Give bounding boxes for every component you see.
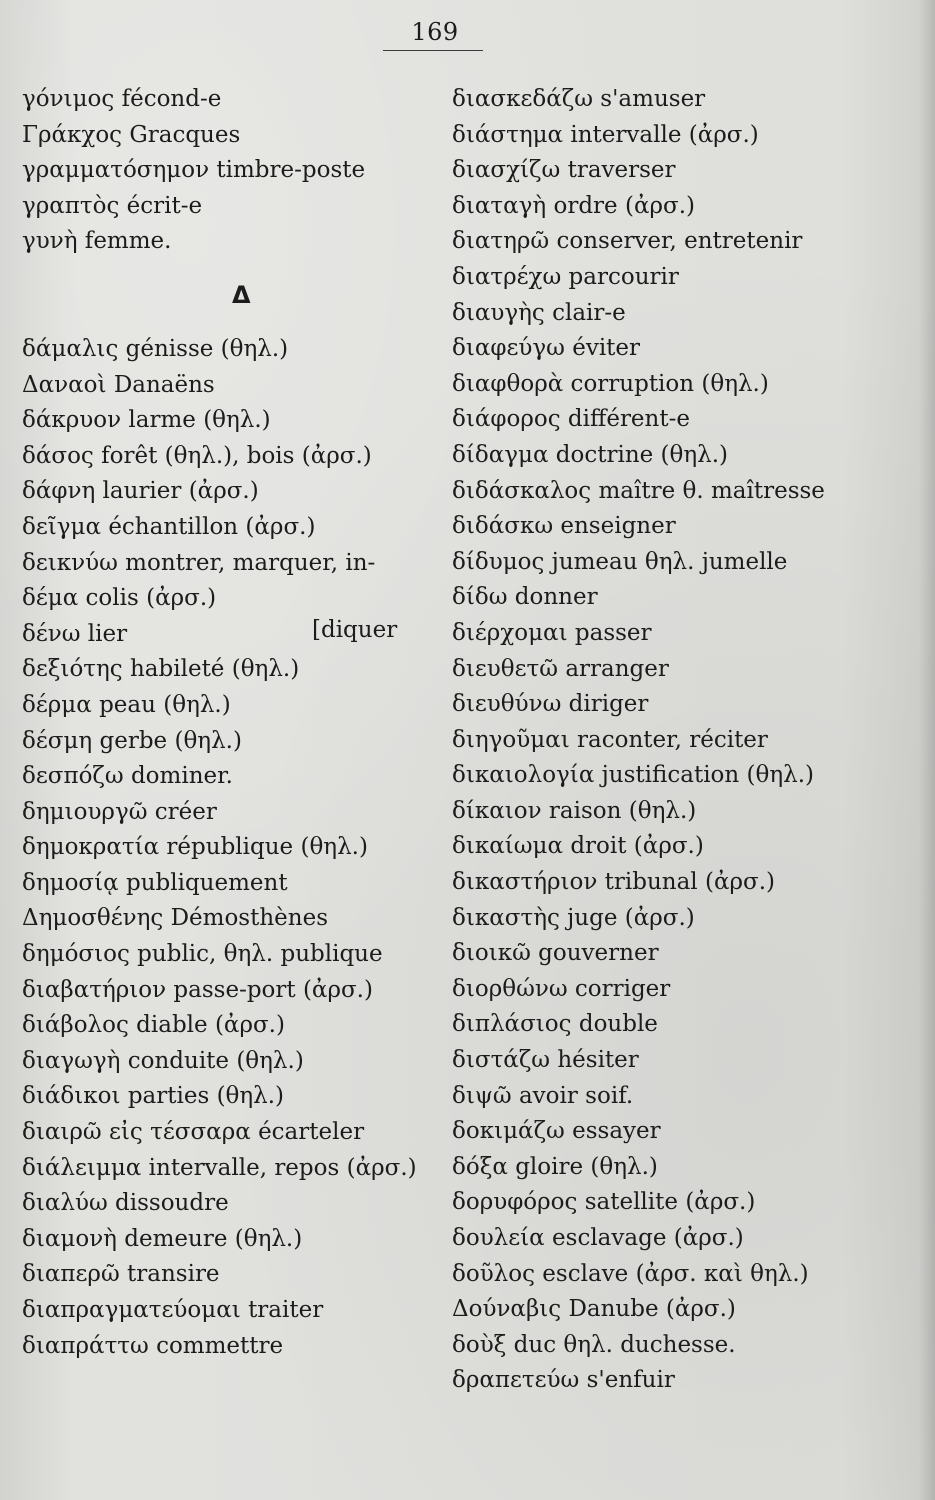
dictionary-entry: διψῶ avoir soif.: [452, 1082, 634, 1109]
dictionary-entry: διηγοῦμαι raconter, réciter: [452, 726, 768, 753]
dictionary-entry: δίδω donner: [452, 584, 598, 611]
dictionary-entry: Δούναβις Danube (ἀρσ.): [452, 1296, 736, 1323]
dictionary-entry: διασχίζω traverser: [452, 157, 676, 184]
dictionary-entry: δεικνύω montrer, marquer, in-: [22, 549, 376, 576]
dictionary-entry: δορυφόρος satellite (ἀρσ.): [452, 1189, 756, 1216]
dictionary-entry: διαβατήριον passe-port (ἀρσ.): [22, 976, 373, 1003]
dictionary-entry: διστάζω hésiter: [452, 1047, 639, 1074]
dictionary-entry: δεσπόζω dominer.: [22, 763, 233, 790]
dictionary-entry: δεξιότης habileté (θηλ.): [22, 656, 300, 683]
header-rule: [383, 50, 483, 51]
dictionary-entry: Γράκχος Gracques: [22, 121, 241, 148]
dictionary-entry: δέμα colis (ἀρσ.): [22, 585, 217, 612]
section-heading: [22, 260, 442, 332]
dictionary-entry: διαμονὴ demeure (θηλ.): [22, 1225, 303, 1252]
dictionary-entry: δημοκρατία république (θηλ.): [22, 834, 368, 861]
continuation-note: [diquer: [312, 617, 398, 643]
dictionary-entry: δοὺξ duc θηλ. duchesse.: [452, 1331, 736, 1358]
dictionary-entry: γραμματόσημον timbre-poste: [22, 157, 366, 184]
dictionary-entry: διαιρῶ εἰς τέσσαρα écarteler: [22, 1119, 365, 1146]
dictionary-entry: διαταγὴ ordre (ἀρσ.): [452, 192, 695, 219]
dictionary-entry: δάφνη laurier (ἀρσ.): [22, 478, 259, 505]
dictionary-entry: Δημοσθένης Démosthènes: [22, 905, 329, 932]
section-letter: Δ: [232, 281, 251, 310]
page-edge-shadow: [919, 0, 935, 1500]
dictionary-entry: διορθώνω corriger: [452, 975, 671, 1002]
dictionary-entry: δουλεία esclavage (ἀρσ.): [452, 1225, 744, 1251]
dictionary-entry: διασκεδάζω s'amuser: [452, 86, 706, 112]
dictionary-entry: δικαίωμα droit (ἀρσ.): [452, 833, 704, 860]
dictionary-entry: διέρχομαι passer: [452, 619, 652, 646]
dictionary-entry: διαφεύγω éviter: [452, 335, 641, 362]
left-column: [22, 82, 442, 1364]
dictionary-entry: γραπτὸς écrit-e: [22, 192, 203, 219]
dictionary-entry: δραπετεύω s'enfuir: [452, 1367, 675, 1394]
dictionary-entry: διαπράττω commettre: [22, 1332, 284, 1359]
dictionary-entry: γόνιμος fécond-e: [22, 86, 222, 112]
dictionary-entry: δημιουργῶ créer: [22, 798, 217, 825]
dictionary-entry: δικαστήριον tribunal (ἀρσ.): [452, 869, 775, 896]
dictionary-entry: δικαστὴς juge (ἀρσ.): [452, 904, 695, 931]
dictionary-entry: διπλάσιος double: [452, 1011, 658, 1038]
dictionary-entry: διαγωγὴ conduite (θηλ.): [22, 1047, 304, 1074]
dictionary-entry: διάδικοι parties (θηλ.): [22, 1083, 285, 1110]
dictionary-entry: δέρμα peau (θηλ.): [22, 691, 231, 718]
dictionary-entry: διάφορος différent-e: [452, 406, 690, 433]
dictionary-entry: δάκρυον larme (θηλ.): [22, 407, 271, 434]
right-column: [452, 82, 922, 1399]
dictionary-entry: δίδυμος jumeau θηλ. jumelle: [452, 548, 788, 575]
dictionary-entry: δένω lier: [22, 620, 128, 647]
dictionary-entry: δίδαγμα doctrine (θηλ.): [452, 441, 729, 468]
dictionary-entry: διδάσκαλος maître θ. maîtresse: [452, 477, 825, 504]
dictionary-entry: διάλειμμα intervalle, repos (ἀρσ.): [22, 1154, 417, 1181]
dictionary-entry: διαπερῶ transire: [22, 1261, 220, 1288]
dictionary-entry: διάβολος diable (ἀρσ.): [22, 1012, 285, 1039]
dictionary-entry: Δαναοὶ Danaëns: [22, 371, 215, 398]
dictionary-entry: διευθύνω diriger: [452, 691, 649, 718]
dictionary-entry: δέσμη gerbe (θηλ.): [22, 727, 242, 754]
dictionary-entry: δάσος forêt (θηλ.), bois (ἀρσ.): [22, 442, 372, 469]
dictionary-entry: διοικῶ gouverner: [452, 940, 659, 967]
dictionary-entry: δόξα gloire (θηλ.): [452, 1153, 658, 1180]
dictionary-entry: διαπραγματεύομαι traiter: [22, 1297, 324, 1323]
dictionary-entry: δοῦλος esclave (ἀρσ. καὶ θηλ.): [452, 1260, 809, 1287]
dictionary-entry: διάστημα intervalle (ἀρσ.): [452, 121, 759, 148]
dictionary-entry: διαφθορὰ corruption (θηλ.): [452, 370, 769, 397]
dictionary-entry: διατηρῶ conserver, entretenir: [452, 228, 803, 255]
dictionary-entry: διαλύω dissoudre: [22, 1190, 229, 1217]
dictionary-entry: δίκαιον raison (θηλ.): [452, 797, 697, 824]
dictionary-entry: διδάσκω enseigner: [452, 513, 676, 540]
dictionary-entry: δημόσιος public, θηλ. publique: [22, 941, 383, 968]
dictionary-entry: διαυγὴς clair-e: [452, 299, 626, 326]
dictionary-entry: διατρέχω parcourir: [452, 263, 679, 290]
dictionary-entry: δεῖγμα échantillon (ἀρσ.): [22, 513, 316, 540]
dictionary-entry: δημοσίᾳ publiquement: [22, 869, 288, 896]
dictionary-entry: δάμαλις génisse (θηλ.): [22, 335, 289, 362]
dictionary-entry: δικαιολογία justification (θηλ.): [452, 762, 814, 789]
dictionary-entry: δοκιμάζω essayer: [452, 1118, 661, 1145]
dictionary-entry: διευθετῶ arranger: [452, 655, 669, 682]
page-number: 169: [411, 18, 459, 46]
dictionary-entry: γυνὴ femme.: [22, 228, 172, 255]
